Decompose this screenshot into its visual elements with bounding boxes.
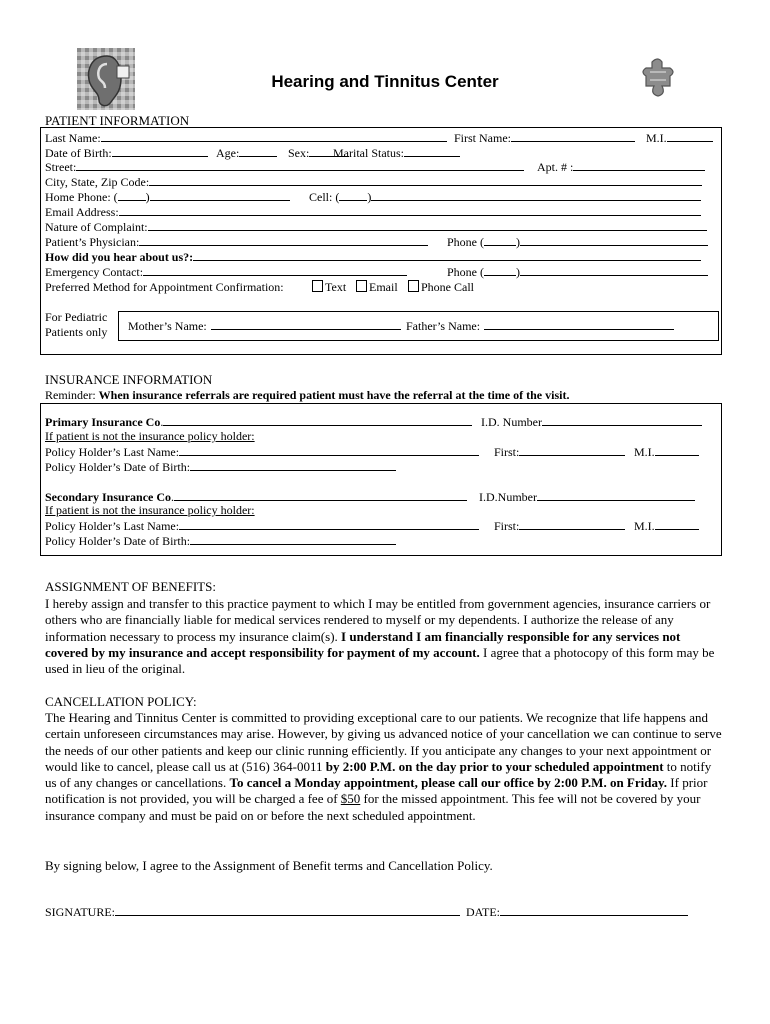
reminder-text: When insurance referrals are required patient must have the referral at the time of the visit.: [98, 388, 570, 402]
first-name-label: First Name:: [454, 131, 511, 145]
emergency-contact-label: Emergency Contact:: [45, 265, 144, 279]
mother-name-label: Mother’s Name:: [128, 319, 207, 333]
assignment-bold-text: I understand I am financially responsible for any services not covered by my insurance and accept responsibility for payment of my account.: [45, 628, 681, 660]
home-phone-label: Home Phone: (: [45, 190, 118, 204]
secondary-not-holder-note: If patient is not the insurance policy holder:: [45, 503, 255, 517]
agreement-statement: By signing below, I agree to the Assignment of Benefit terms and Cancellation Policy.: [45, 858, 493, 873]
insurance-section-heading: INSURANCE INFORMATION: [45, 372, 213, 387]
emergency-contact-field[interactable]: [45, 264, 407, 280]
assignment-heading: ASSIGNMENT OF BENEFITS:: [45, 579, 216, 594]
primary-holder-last-field[interactable]: [45, 444, 479, 460]
paren-close: ): [145, 190, 150, 204]
assignment-text: I hereby assign and transfer to this practice payment to which I may be entitled from government agencies, insurance carriers or others who are financially liable for medical services rendered to myself or my dependents. I authorize the release of any information necessary to process my insurance claim(s).: [45, 596, 711, 644]
cancellation-heading: CANCELLATION POLICY:: [45, 694, 197, 709]
marital-status-label: Marital Status:: [333, 146, 404, 160]
hear-about-us-label: How did you hear about us?:: [45, 250, 194, 264]
phone-label: Phone (: [447, 265, 484, 279]
last-name-field[interactable]: [45, 130, 447, 146]
apt-label: Apt. # :: [537, 160, 574, 174]
text-option[interactable]: [312, 280, 346, 295]
hear-about-us-field[interactable]: [45, 249, 701, 265]
email-option-label: Email: [369, 280, 398, 294]
father-name-field[interactable]: [406, 318, 674, 334]
cancellation-text-3: If prior notification is not provided, you will be charged a fee of: [45, 775, 708, 807]
cancellation-text-4: for the missed appointment. This fee will not be covered by your insurance company and must be paid on or before the next scheduled appointment.: [45, 791, 701, 823]
apt-field[interactable]: [537, 159, 705, 175]
pediatric-label-2: Patients only: [45, 325, 108, 339]
primary-id-number-field[interactable]: [481, 414, 702, 430]
secondary-insurance-field[interactable]: Secondary Insurance Co.: [45, 489, 467, 505]
email-checkbox[interactable]: [356, 280, 367, 292]
phone-label: Phone (: [447, 235, 484, 249]
street-field[interactable]: [45, 159, 524, 175]
primary-insurance-label: Primary Insurance Co: [45, 415, 161, 429]
secondary-insurance-label: Secondary Insurance Co: [45, 490, 172, 504]
mi-field[interactable]: [646, 130, 713, 146]
dob-label: Date of Birth:: [45, 146, 112, 160]
home-phone-field[interactable]: [45, 189, 290, 205]
secondary-holder-last-field[interactable]: [45, 518, 479, 534]
physician-field[interactable]: [45, 234, 428, 250]
primary-holder-mi-field[interactable]: [634, 444, 699, 460]
email-option[interactable]: [356, 280, 398, 295]
secondary-id-number-field[interactable]: [479, 489, 695, 505]
insurance-reminder: [45, 388, 569, 403]
holder-first-label: First:: [494, 519, 520, 533]
cell-label: Cell: (: [309, 190, 340, 204]
secondary-holder-dob-field[interactable]: [45, 533, 396, 549]
city-state-zip-label: City, State, Zip Code:: [45, 175, 150, 189]
paren-close: ): [367, 190, 372, 204]
secondary-holder-first-field[interactable]: [494, 518, 625, 534]
id-number-label: I.D.Number: [479, 490, 537, 504]
preferred-method-label: Preferred Method for Appointment Confirmation:: [45, 280, 284, 294]
page-title: Hearing and Tinnitus Center: [271, 72, 499, 91]
mi-label: M.I.: [646, 131, 667, 145]
street-label: Street:: [45, 160, 77, 174]
reminder-label: Reminder:: [45, 388, 96, 402]
physician-phone-field[interactable]: [447, 234, 708, 250]
primary-insurance-field[interactable]: Primary Insurance Co.: [45, 414, 472, 430]
text-option-label: Text: [325, 280, 347, 294]
puzzle-piece-logo: [640, 58, 676, 100]
primary-holder-dob-field[interactable]: [45, 459, 396, 475]
complaint-label: Nature of Complaint:: [45, 220, 148, 234]
age-label: Age:: [216, 146, 240, 160]
holder-mi-label: M.I.: [634, 445, 655, 459]
phone-call-checkbox[interactable]: [408, 280, 419, 292]
secondary-holder-mi-field[interactable]: [634, 518, 699, 534]
father-name-label: Father’s Name:: [406, 319, 481, 333]
patient-section-heading: PATIENT INFORMATION: [45, 113, 190, 128]
city-state-zip-field[interactable]: [45, 174, 702, 190]
last-name-label: Last Name:: [45, 131, 101, 145]
cell-phone-field[interactable]: [309, 189, 701, 205]
physician-label: Patient’s Physician:: [45, 235, 140, 249]
emergency-phone-field[interactable]: [447, 264, 708, 280]
cancellation-paragraph: [45, 710, 725, 824]
assignment-paragraph: [45, 596, 725, 677]
email-label: Email Address:: [45, 205, 119, 219]
cancellation-text-2: to notify us of any changes or cancellations.: [45, 758, 712, 791]
date-field[interactable]: [466, 904, 688, 920]
mother-name-field[interactable]: [128, 318, 401, 334]
primary-not-holder-note: If patient is not the insurance policy holder:: [45, 429, 255, 443]
phone-call-option[interactable]: [408, 280, 474, 295]
holder-first-label: First:: [494, 445, 520, 459]
phone-call-option-label: Phone Call: [421, 280, 474, 294]
text-checkbox[interactable]: [312, 280, 323, 292]
paren-close: ): [516, 265, 520, 279]
primary-holder-first-field[interactable]: [494, 444, 625, 460]
pediatric-label-1: For Pediatric: [45, 310, 108, 324]
holder-last-label: Policy Holder’s Last Name:: [45, 445, 180, 459]
date-label: DATE:: [466, 905, 500, 919]
email-field[interactable]: [45, 204, 701, 220]
paren-close: ): [516, 235, 520, 249]
cancellation-text-1: The Hearing and Tinnitus Center is committed to providing exceptional care to our patients. We recognize that life happens and certain unforeseen circumstances may arise. However, by giving us advanced notice of your cancellation we can continue to serve the needs of our other patients and keep our clinic running efficiently. If you anticipate any changes to your next appointment or would like to cancel, please call us at (516) 364-0011: [45, 710, 722, 774]
cancellation-fee: $50: [340, 791, 361, 807]
signature-field[interactable]: [45, 904, 460, 920]
holder-dob-label: Policy Holder’s Date of Birth:: [45, 460, 191, 474]
id-number-label: I.D. Number: [481, 415, 542, 429]
holder-last-label: Policy Holder’s Last Name:: [45, 519, 180, 533]
sex-label: Sex:: [288, 146, 310, 160]
first-name-field[interactable]: [454, 130, 635, 146]
holder-mi-label: M.I.: [634, 519, 655, 533]
signature-label: SIGNATURE:: [45, 905, 116, 919]
complaint-field[interactable]: [45, 219, 707, 235]
cancellation-bold-1: by 2:00 P.M. on the day prior to your scheduled appointment: [325, 758, 664, 774]
holder-dob-label: Policy Holder’s Date of Birth:: [45, 534, 191, 548]
cancellation-bold-2: To cancel a Monday appointment, please call our office by 2:00 P.M. on Friday.: [229, 775, 668, 791]
assignment-end-text: I agree that a photocopy of this form may be used in lieu of the original.: [45, 644, 715, 677]
